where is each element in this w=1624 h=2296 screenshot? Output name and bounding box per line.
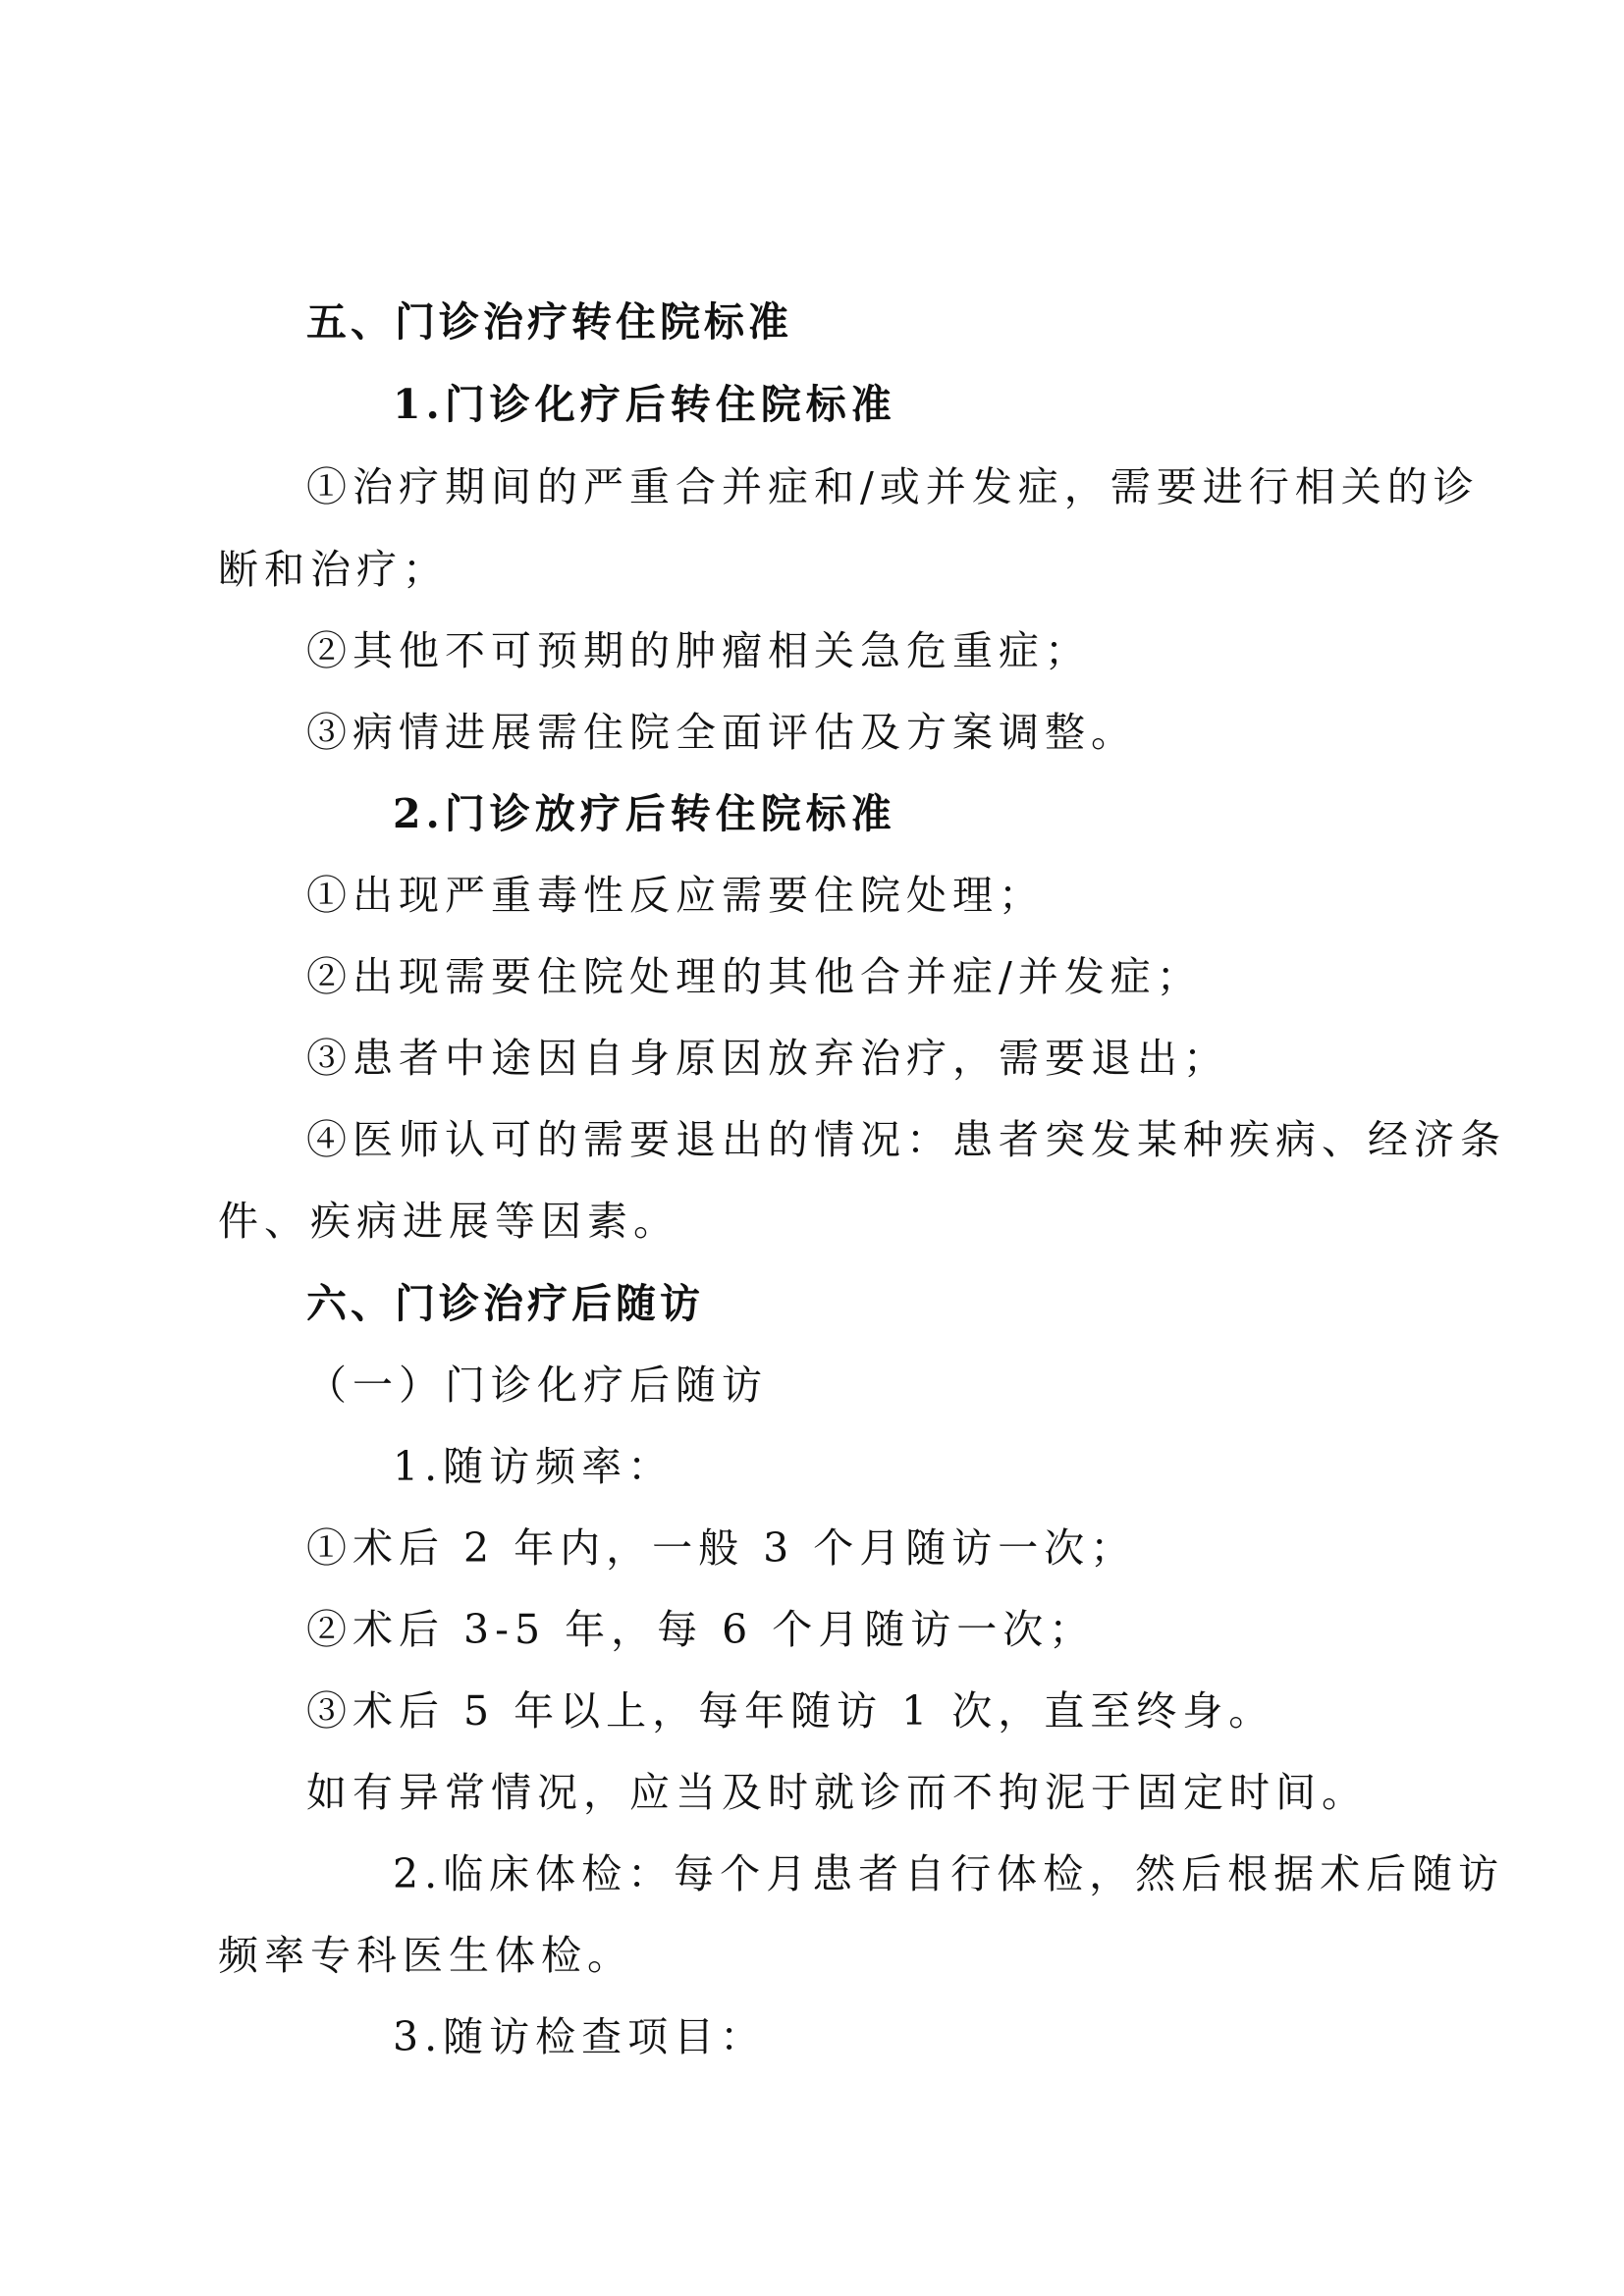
section-6-heading: 六、门诊治疗后随访 [306, 1280, 704, 1327]
criterion-1-1-line2: 断和治疗； [218, 546, 449, 593]
criterion-2-4-line2: 件、疾病进展等因素。 [218, 1198, 679, 1245]
subsection-1-heading: 1.门诊化疗后转住院标准 [393, 381, 896, 428]
criterion-2-4-line1: ④医师认可的需要退出的情况：患者突发某种疾病、经济条 [306, 1116, 1506, 1163]
criterion-2-1: ①出现严重毒性反应需要住院处理； [306, 872, 1045, 919]
criterion-1-3: ③病情进展需住院全面评估及方案调整。 [306, 709, 1137, 756]
criterion-1-2: ②其他不可预期的肿瘤相关急危重症； [306, 627, 1091, 674]
frequency-item-3: ③术后 5 年以上，每年随访 1 次，直至终身。 [306, 1687, 1275, 1735]
follow-up-items-heading: 3.随访检查项目： [393, 2013, 767, 2060]
frequency-note: 如有异常情况，应当及时就诊而不拘泥于固定时间。 [306, 1769, 1368, 1816]
clinical-exam-line1: 2.临床体检：每个月患者自行体检，然后根据术后随访 [393, 1850, 1505, 1897]
criterion-2-2: ②出现需要住院处理的其他合并症/并发症； [306, 953, 1203, 1000]
criterion-1-1-line1: ①治疗期间的严重合并症和/或并发症，需要进行相关的诊 [306, 463, 1480, 510]
part-1-heading: （一）门诊化疗后随访 [306, 1362, 768, 1409]
clinical-exam-line2: 频率专科医生体检。 [218, 1932, 633, 1979]
subsection-2-heading: 2.门诊放疗后转住院标准 [393, 790, 896, 837]
frequency-item-1: ①术后 2 年内，一般 3 个月随访一次； [306, 1524, 1137, 1572]
frequency-item-2: ②术后 3-5 年，每 6 个月随访一次； [306, 1606, 1096, 1653]
frequency-heading: 1.随访频率： [393, 1443, 675, 1490]
criterion-2-3: ③患者中途因自身原因放弃治疗，需要退出； [306, 1035, 1229, 1082]
section-5-heading: 五、门诊治疗转住院标准 [306, 298, 792, 346]
